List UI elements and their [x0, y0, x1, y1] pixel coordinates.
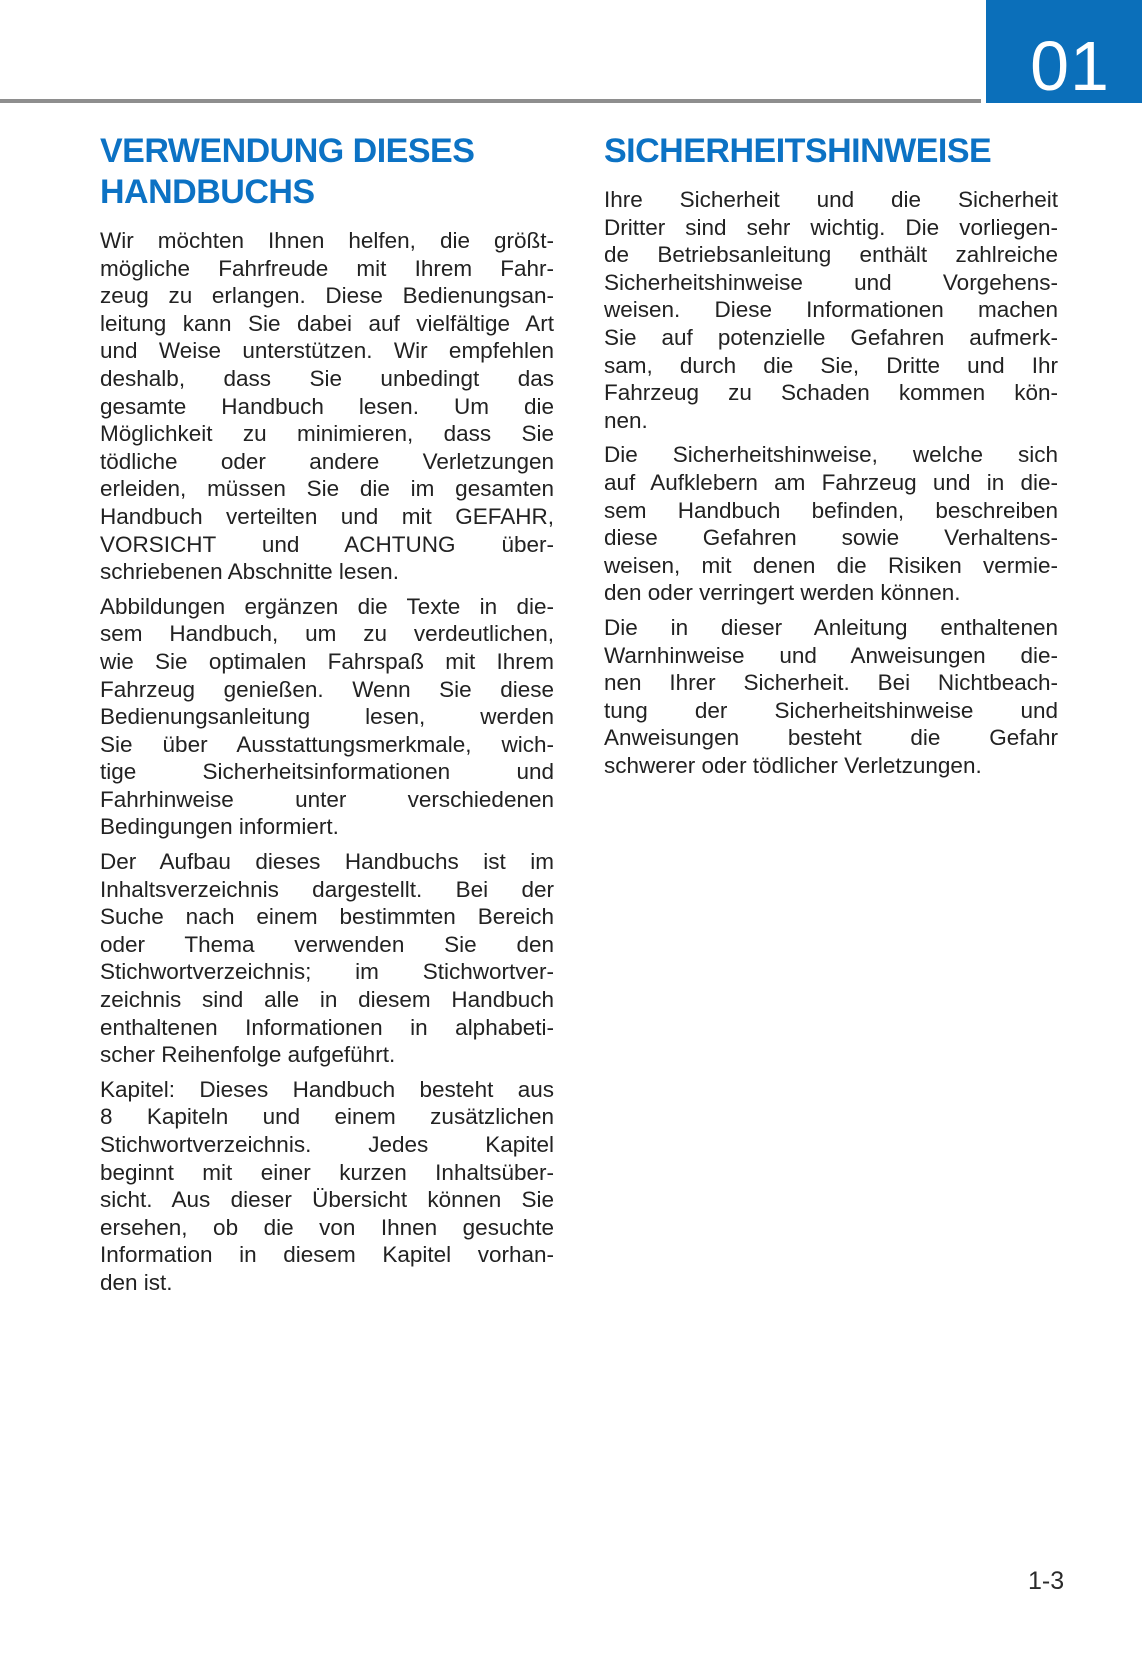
text-line: Handbuch verteilten und mit GEFAHR,	[100, 503, 554, 529]
page-number: 1-3	[1028, 1567, 1065, 1595]
chapter-badge	[986, 0, 1142, 103]
text-line: gesamte Handbuch lesen. Um die	[100, 393, 554, 419]
text-line: Sicherheitshinweise und Vorgehens-	[604, 269, 1058, 295]
text-line: nen Ihrer Sicherheit. Bei Nichtbeach-	[604, 670, 1058, 696]
text-line: auf Aufklebern am Fahrzeug und in die-	[604, 469, 1058, 495]
text-line: Kapitel: Dieses Handbuch besteht aus	[100, 1076, 554, 1102]
header-rule-divider	[0, 99, 981, 103]
chapter-number: 01	[1030, 26, 1110, 105]
text-line: 8 Kapiteln und einem zusätzlichen	[100, 1104, 554, 1130]
text-line: Stichwortverzeichnis. Jedes Kapitel	[100, 1132, 554, 1157]
text-line: scher Reihenfolge aufgeführt.	[100, 1042, 396, 1068]
text-line: sam, durch die Sie, Dritte und Ihr	[604, 352, 1058, 378]
body-paragraph	[100, 593, 554, 841]
column-left	[100, 131, 554, 1304]
text-line: Wir möchten Ihnen helfen, die größt-	[100, 228, 554, 253]
text-line: Abbildungen ergänzen die Texte in die-	[100, 593, 554, 619]
text-line: nen.	[604, 407, 648, 433]
section-heading	[100, 131, 554, 213]
text-line: erleiden, müssen Sie die im gesamten	[100, 476, 554, 502]
text-line: Suche nach einem bestimmten Bereich	[100, 904, 554, 930]
body-paragraph	[604, 441, 1058, 607]
text-line: tödliche oder andere Verletzungen	[100, 448, 554, 474]
body-paragraph	[100, 227, 554, 586]
text-line: VORSICHT und ACHTUNG über-	[100, 531, 554, 557]
text-line: deshalb, dass Sie unbedingt das	[100, 365, 554, 391]
text-line: Bedienungsanleitung lesen, werden	[100, 704, 554, 730]
text-line: Die in dieser Anleitung enthaltenen	[604, 614, 1058, 640]
section-heading	[604, 131, 1058, 172]
body-paragraph	[100, 848, 554, 1069]
text-line: leitung kann Sie dabei auf vielfältige Art	[100, 310, 554, 336]
column-right	[604, 131, 1058, 786]
body-paragraph	[604, 186, 1058, 434]
text-line: schriebenen Abschnitte lesen.	[100, 559, 399, 585]
text-line: und Weise unterstützen. Wir empfehlen	[100, 338, 554, 364]
text-line: schwerer oder tödlicher Verletzungen.	[604, 752, 982, 778]
text-line: zeug zu erlangen. Diese Bedienungsan-	[100, 283, 554, 309]
text-line: Anweisungen besteht die Gefahr	[604, 725, 1058, 751]
text-line: enthaltenen Informationen in alphabeti-	[100, 1014, 554, 1040]
section-heading-line: SICHERHEITSHINWEISE	[604, 132, 992, 170]
body-paragraph	[604, 614, 1058, 780]
section-heading-line: VERWENDUNG DIESES	[100, 132, 475, 170]
text-line: Dritter sind sehr wichtig. Die vorliegen-	[604, 214, 1058, 240]
text-line: mögliche Fahrfreude mit Ihrem Fahr-	[100, 255, 554, 281]
text-line: Die Sicherheitshinweise, welche sich	[604, 442, 1058, 468]
text-line: Möglichkeit zu minimieren, dass Sie	[100, 421, 554, 447]
text-line: weisen, mit denen die Risiken vermie-	[604, 552, 1058, 578]
text-line: Warnhinweise und Anweisungen die-	[604, 642, 1058, 668]
text-line: Ihre Sicherheit und die Sicherheit	[604, 187, 1058, 212]
section-heading-line: HANDBUCHS	[100, 173, 315, 211]
text-line: Bedingungen informiert.	[100, 814, 339, 840]
text-line: Fahrzeug zu Schaden kommen kön-	[604, 380, 1058, 406]
text-line: den ist.	[100, 1269, 173, 1295]
text-line: Sie über Ausstattungsmerkmale, wich-	[100, 731, 554, 757]
text-line: Fahrhinweise unter verschiedenen	[100, 786, 554, 812]
text-line: oder Thema verwenden Sie den	[100, 931, 554, 957]
body-paragraph	[100, 1076, 554, 1297]
text-line: ersehen, ob die von Ihnen gesuchte	[100, 1214, 554, 1240]
text-line: tung der Sicherheitshinweise und	[604, 697, 1058, 723]
text-line: Stichwortverzeichnis; im Stichwortver-	[100, 959, 554, 985]
text-line: Sie auf potenzielle Gefahren aufmerk-	[604, 324, 1058, 350]
text-line: weisen. Diese Informationen machen	[604, 297, 1058, 323]
text-line: de Betriebsanleitung enthält zahlreiche	[604, 242, 1058, 268]
text-line: beginnt mit einer kurzen Inhaltsüber-	[100, 1159, 554, 1185]
text-line: zeichnis sind alle in diesem Handbuch	[100, 987, 554, 1013]
text-line: den oder verringert werden können.	[604, 580, 961, 606]
text-line: sem Handbuch befinden, beschreiben	[604, 497, 1058, 523]
text-line: sicht. Aus dieser Übersicht können Sie	[100, 1187, 554, 1213]
text-line: diese Gefahren sowie Verhaltens-	[604, 525, 1058, 551]
text-line: tige Sicherheitsinformationen und	[100, 759, 554, 785]
text-line: Fahrzeug genießen. Wenn Sie diese	[100, 676, 554, 702]
text-line: sem Handbuch, um zu verdeutlichen,	[100, 621, 554, 647]
text-line: Der Aufbau dieses Handbuchs ist im	[100, 849, 554, 875]
text-line: wie Sie optimalen Fahrspaß mit Ihrem	[100, 648, 554, 674]
text-line: Inhaltsverzeichnis dargestellt. Bei der	[100, 876, 554, 902]
text-line: Information in diesem Kapitel vorhan-	[100, 1242, 554, 1268]
